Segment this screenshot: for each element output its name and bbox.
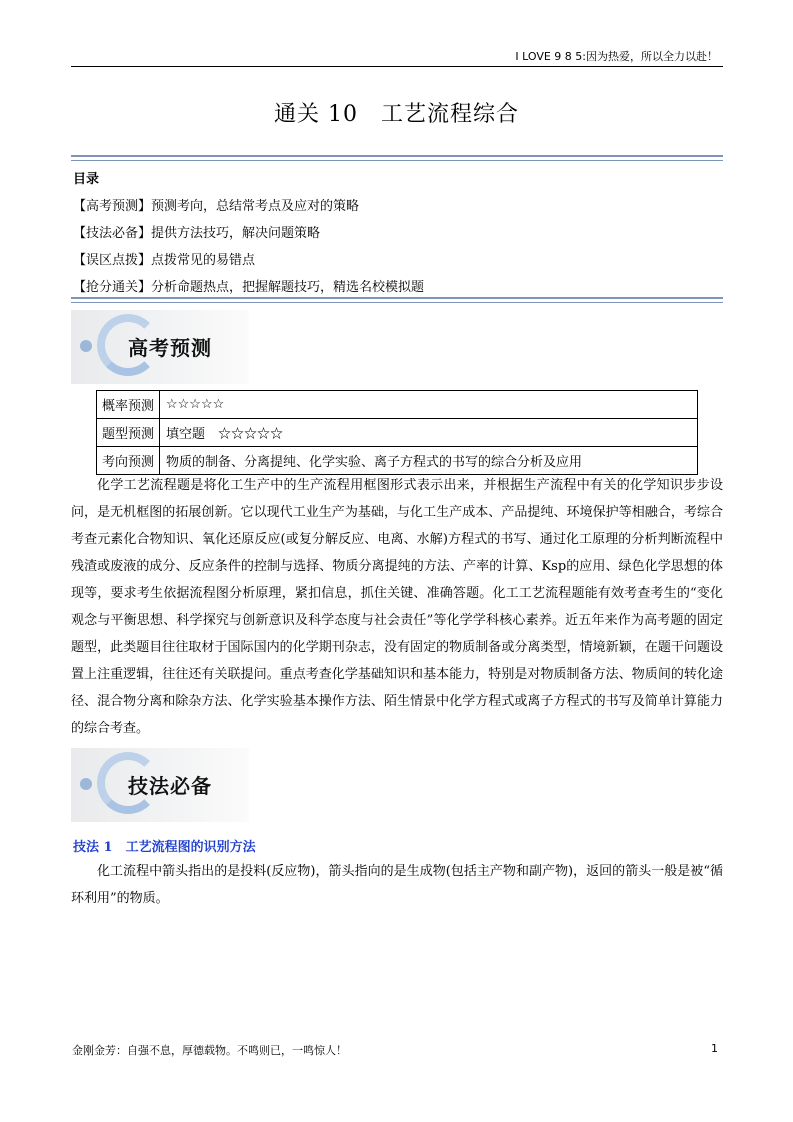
section-banner-skills [71,748,249,822]
title-name: 工艺流程综合 [381,102,520,127]
intro-text: 化学工艺流程题是将化工生产中的生产流程用框图形式表示出来，并根据生产流程中有关的化学知识步步设问，是无机框图的拓展创新。它以现代工业生产为基础，与化工生产成本、产品提纯、环境保护等相融合，考综合考查元素化合物知识、氧化还原反应(或复分解反应、电离、水解)方程式的书写、通过化工原理的分析判断流程中残渣或废液的成分、反应条件的控制与选择、物质分离提纯的方法、产率的计算、Ksp的应用、绿色化学思想的体现等，要求考生依据流程图分析原理，紧扣信息，抓住关键、准确答题。化工工艺流程题能有效考查考生的“变化观念与平衡思想、科学探究与创新意识及科学态度与社会责任”等化学学科核心素养。近五年来作为高考题的固定题型，此类题目往往取材于国际国内的化学期刊杂志，没有固定的物质制备或分离类型，情境新颖，在题干问题设置上注重逻辑，往往还有关联提问。重点考查化学基础知识和基本能力，特别是对物质制备方法、物质间的转化途径、混合物分离和除杂方法、化学实验基本操作方法、陌生情景中化学方程式或离子方程式的书写及简单计算能力的综合考查。 [71,478,723,736]
banner-title: 高考预测 [128,336,212,360]
section-banner-prediction [71,310,249,384]
row-value: 填空题 ☆☆☆☆☆ [160,419,698,447]
header-rule [71,66,723,67]
row-label: 概率预测 [97,391,160,419]
skill-1-title: 技法 1 工艺流程图的识别方法 [73,840,256,855]
title-number: 10 [327,102,358,127]
title-divider [71,155,723,161]
banner-title: 技法必备 [128,774,212,798]
toc-item-skills[interactable]: 【技法必备】提供方法技巧，解决问题策略 [73,226,321,241]
table-row [97,419,698,447]
skill-1-text: 化工流程中箭头指出的是投料(反应物)，箭头指向的是生成物(包括主产物和副产物)，返回的箭头一般是被“循环利用”的物质。 [71,864,723,906]
title-prefix: 通关 [273,102,328,127]
skill-1-paragraph [71,858,723,912]
row-label: 题型预测 [97,419,160,447]
toc-item-scoring[interactable]: 【抢分通关】分析命题热点，把握解题技巧，精选名校模拟题 [73,280,425,295]
page-number: 1 [711,1042,718,1055]
toc-heading: 目录 [73,172,100,187]
prediction-table [96,390,698,475]
header-motto: I LOVE 9 8 5:因为热爱，所以全力以赴！ [515,50,718,63]
page-title [0,97,793,128]
table-row [97,391,698,419]
footer-motto: 金刚金芳：自强不息，厚德载物。不鸣则已，一鸣惊人！ [72,1044,347,1057]
toc-item-prediction[interactable]: 【高考预测】预测考向，总结常考点及应对的策略 [73,199,360,214]
toc-item-pitfalls[interactable]: 【误区点拨】点拨常见的易错点 [73,253,256,268]
banner-dot-icon [80,778,92,790]
table-row [97,447,698,475]
row-value: 物质的制备、分离提纯、化学实验、离子方程式的书写的综合分析及应用 [160,447,698,475]
intro-paragraph [71,472,723,742]
row-label: 考向预测 [97,447,160,475]
banner-dot-icon [80,340,92,352]
row-value: ☆☆☆☆☆ [160,391,698,419]
toc-divider [71,297,723,303]
